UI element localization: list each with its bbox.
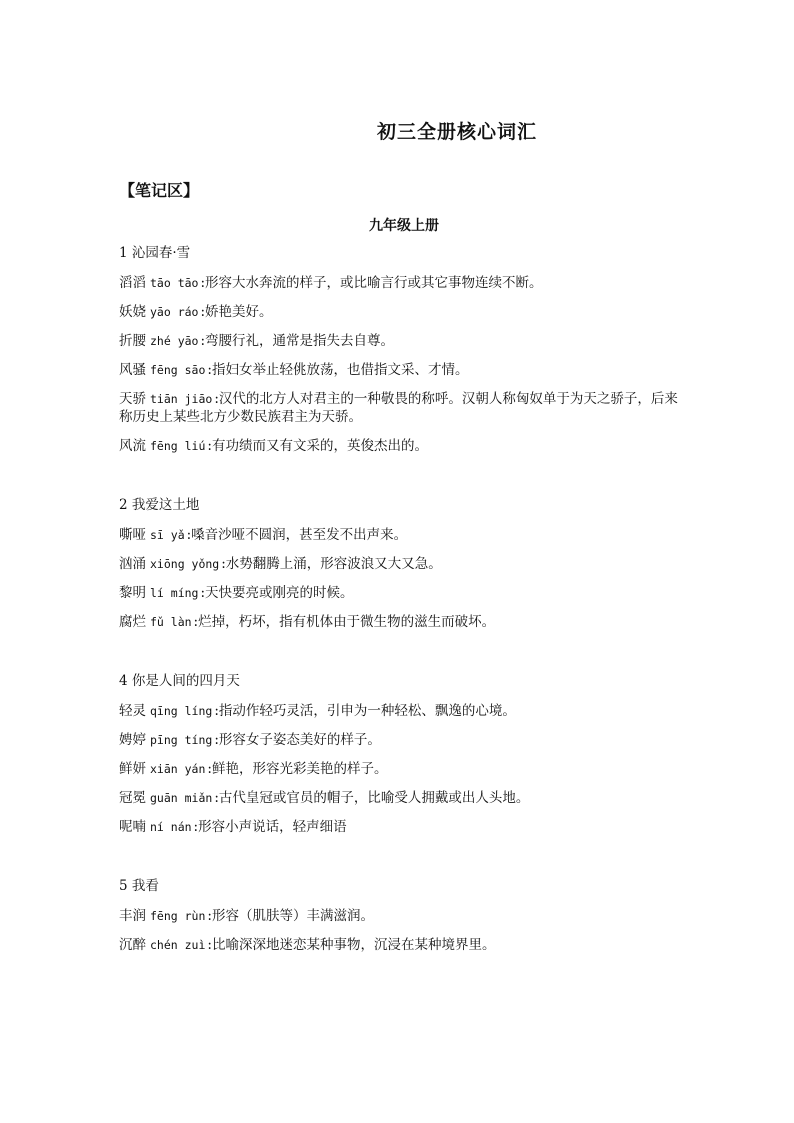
- vocab-meaning: :有功绩而又有文采的，英俊杰出的。: [207, 438, 428, 454]
- vocab-pinyin: zhé yāo: [150, 334, 199, 348]
- vocab-meaning: :汉代的北方人对君主的一种敬畏的称呼。汉朝人称匈奴单于为天之骄子，后来称历史上某些北方少数民族君主为天骄。: [119, 391, 678, 425]
- vocab-meaning: :嗓音沙哑不圆润，甚至发不出声来。: [186, 527, 408, 543]
- notes-label: 【笔记区】: [119, 181, 200, 200]
- vocab-pinyin: pīng tíng: [150, 733, 213, 747]
- lesson-title: 4 你是人间的四月天: [119, 673, 240, 689]
- vocab-word: 黎明: [119, 585, 146, 601]
- lesson-section: [119, 495, 679, 631]
- vocab-word: 呢喃: [119, 819, 146, 835]
- document-title: 初三全册核心词汇: [376, 121, 537, 143]
- vocab-pinyin: guān miǎn: [150, 791, 213, 805]
- vocab-pinyin: lí míng: [150, 586, 199, 600]
- vocab-pinyin: tāo tāo: [150, 276, 199, 290]
- vocab-entry: [119, 361, 679, 379]
- grade-heading: 九年级上册: [369, 218, 439, 234]
- vocab-entry: [119, 332, 679, 350]
- vocab-entry: [119, 907, 679, 925]
- lesson-title: 5 我看: [119, 878, 159, 894]
- vocab-pinyin: fēng rùn: [150, 909, 206, 923]
- vocab-entry: [119, 789, 679, 807]
- vocab-meaning: :鲜艳，形容光彩美艳的样子。: [207, 761, 388, 777]
- vocab-meaning: :指妇女举止轻佻放荡，也借指文采、才情。: [207, 362, 469, 378]
- vocab-entry: [119, 760, 679, 778]
- lesson-section: [119, 671, 679, 836]
- vocab-pinyin: fēng sāo: [150, 363, 206, 377]
- vocab-meaning: :形容女子姿态美好的样子。: [214, 732, 381, 748]
- lesson-title: 1 沁园春·雪: [119, 245, 191, 261]
- vocab-pinyin: fēng liú: [150, 439, 206, 453]
- vocab-meaning: :形容小声说话，轻声细语: [193, 819, 347, 835]
- vocab-word: 折腰: [119, 333, 146, 349]
- vocab-entry: [119, 936, 679, 954]
- vocab-word: 鲜妍: [119, 761, 146, 777]
- vocab-meaning: :形容（肌肤等）丰满滋润。: [207, 908, 374, 924]
- vocab-pinyin: tiān jiāo: [150, 392, 213, 406]
- lesson-section: [119, 243, 679, 455]
- vocab-meaning: :指动作轻巧灵活，引申为一种轻松、飘逸的心境。: [214, 703, 516, 719]
- vocab-meaning: :形容大水奔流的样子，或比喻言行或其它事物连续不断。: [200, 275, 543, 291]
- vocab-meaning: :比喻深深地迷恋某种事物，沉浸在某种境界里。: [207, 937, 496, 953]
- vocab-pinyin: ní nán: [150, 820, 192, 834]
- vocab-word: 风骚: [119, 362, 146, 378]
- vocab-entry: [119, 390, 679, 426]
- vocab-pinyin: chén zuì: [150, 938, 206, 952]
- vocab-word: 滔滔: [119, 275, 146, 291]
- vocab-pinyin: sī yǎ: [150, 528, 185, 542]
- vocab-entry: [119, 702, 679, 720]
- vocab-word: 汹涌: [119, 556, 146, 572]
- vocab-pinyin: fǔ làn: [150, 615, 192, 629]
- vocab-word: 沉醉: [119, 937, 146, 953]
- vocab-entry: [119, 818, 679, 836]
- vocab-meaning: :古代皇冠或官员的帽子，比喻受人拥戴或出人头地。: [214, 790, 530, 806]
- vocab-word: 嘶哑: [119, 527, 146, 543]
- lesson-section: [119, 876, 679, 954]
- vocab-entry: [119, 613, 679, 631]
- vocab-meaning: :天快要亮或刚亮的时候。: [200, 585, 354, 601]
- vocab-word: 天骄: [119, 391, 146, 407]
- vocab-pinyin: yāo ráo: [150, 305, 199, 319]
- vocab-word: 娉婷: [119, 732, 146, 748]
- vocab-word: 腐烂: [119, 614, 146, 630]
- vocab-meaning: :弯腰行礼，通常是指失去自尊。: [200, 333, 395, 349]
- vocab-entry: [119, 731, 679, 749]
- vocab-word: 冠冕: [119, 790, 146, 806]
- vocab-entry: [119, 303, 679, 321]
- vocab-word: 风流: [119, 438, 146, 454]
- vocabulary-list: [119, 243, 679, 994]
- vocab-pinyin: xiōng yǒng: [150, 557, 220, 571]
- vocab-word: 妖娆: [119, 304, 146, 320]
- vocab-word: 轻灵: [119, 703, 146, 719]
- vocab-entry: [119, 437, 679, 455]
- vocab-word: 丰润: [119, 908, 146, 924]
- vocab-meaning: :烂掉，朽坏，指有机体由于微生物的滋生而破坏。: [193, 614, 496, 630]
- vocab-pinyin: xiān yán: [150, 762, 206, 776]
- vocab-meaning: :水势翻腾上涌，形容波浪又大又急。: [221, 556, 442, 572]
- vocab-entry: [119, 526, 679, 544]
- vocab-entry: [119, 274, 679, 292]
- vocab-entry: [119, 555, 679, 573]
- vocab-entry: [119, 584, 679, 602]
- vocab-pinyin: qīng líng: [150, 704, 213, 718]
- vocab-meaning: :娇艳美好。: [200, 304, 273, 320]
- lesson-title: 2 我爱这土地: [119, 497, 200, 513]
